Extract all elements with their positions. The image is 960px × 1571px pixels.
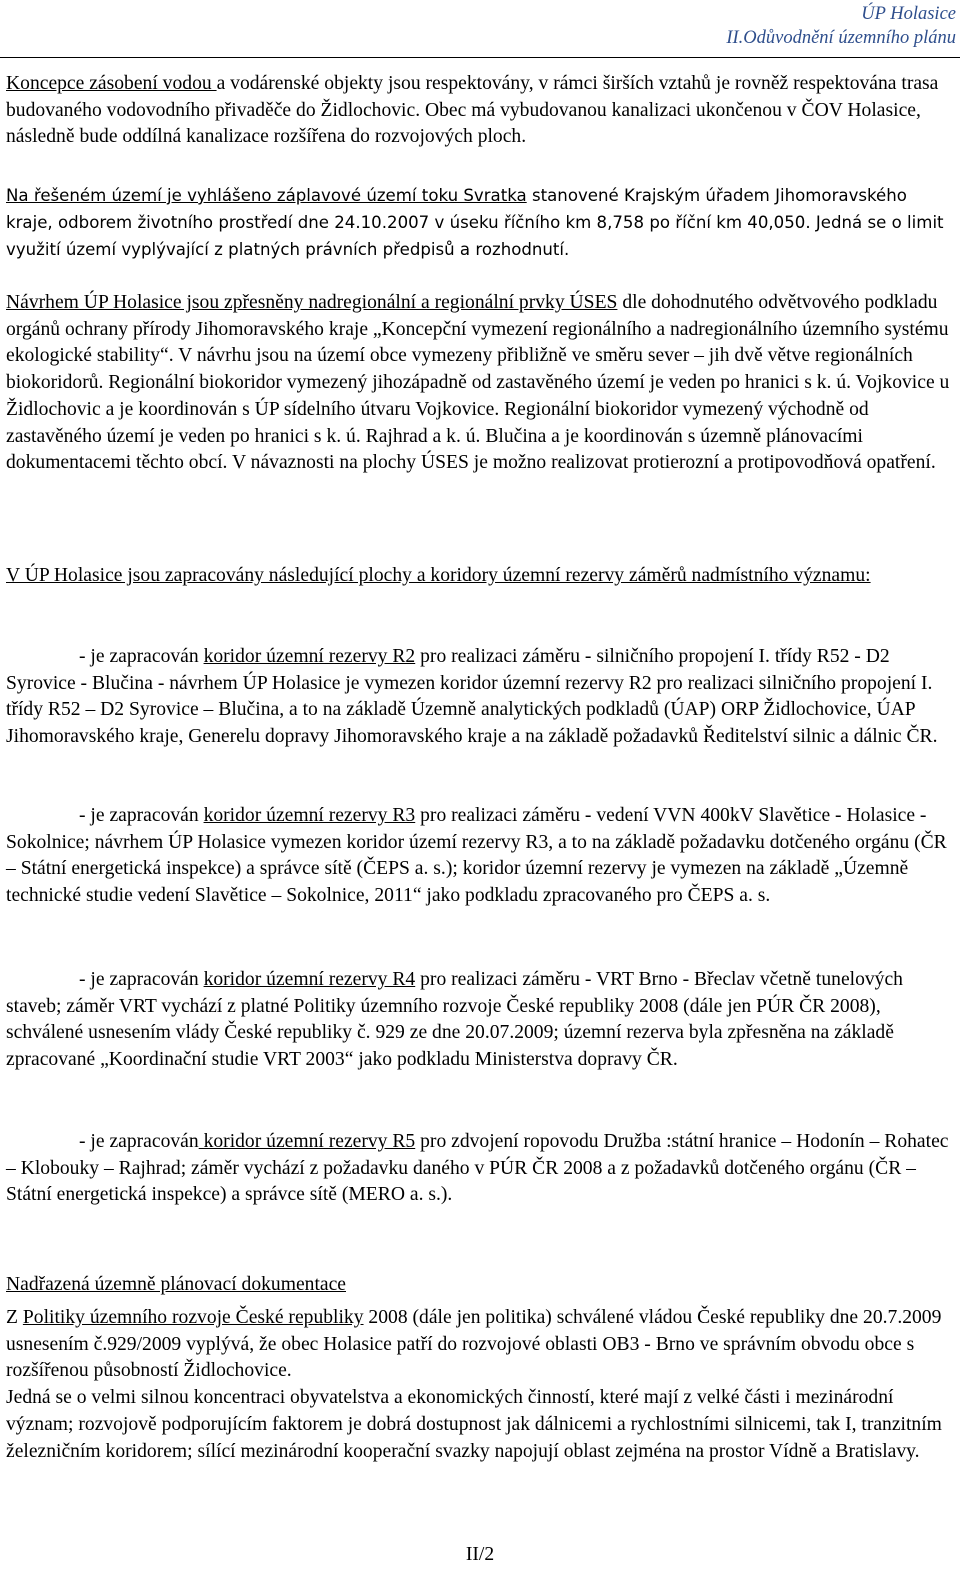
paragraph-corridor-r5 — [6, 1129, 956, 1209]
paragraph-water-supply — [6, 71, 956, 151]
uses-heading: Návrhem ÚP Holasice jsou zpřesněny nadregionální a regionální prvky ÚSES — [6, 292, 618, 313]
r4-text: pro realizaci záměru - VRT Brno - Břeclav včetně tunelových staveb; záměr VRT vychází z platné Politiky územního rozvoje České republiky 2008 (dále jen PÚR ČR 2008), schválené usnesením vlády České republiky č. 929 ze dne 20.07.2009; územní rezerva byla zpřesněna na základě zpracované „Koordinační studie VRT 2003“ jako podkladu Ministerstva dopravy ČR. — [6, 969, 903, 1071]
section-heading-reserves — [6, 563, 956, 590]
uses-text: dle dohodnutého odvětvového podkladu orgánů ochrany přírody Jihomoravského kraje „Koncepční vymezení regionálního a nadregionálního územního systému ekologické stability“. V návrhu jsou na území obce vymezeny přibližně ve směru sever – jih dvě větve regionálních biokoridorů. Regionální biokoridor vymezený jihozápadně od zastavěného území je veden po hranici s k. ú. Vojkovice u Židlochovic a je koordinován s ÚP sídelního útvaru Vojkovice. Regionální biokoridor vymezený východně od zastavěného území je veden po hranici s k. ú. Rajhrad a k. ú. Blučina a je koordinován s územně plánovacími dokumentacemi těchto obcí. V návaznosti na plochy ÚSES je možno realizovat protierozní a protipovodňová opatření. — [6, 292, 950, 474]
policy-title: Politiky územního rozvoje České republiky — [22, 1307, 364, 1328]
r4-prefix: - je zapracován — [79, 969, 204, 990]
paragraph-corridor-r3 — [6, 803, 956, 910]
page-number: II/2 — [465, 1544, 495, 1565]
paragraph-flood-zone — [6, 182, 956, 264]
paragraph-uses — [6, 290, 956, 477]
water-supply-heading: Koncepce zásobení vodou — [6, 73, 217, 94]
r2-prefix: - je zapracován — [79, 646, 204, 667]
r3-text: pro realizaci záměru - vedení VVN 400kV Slavětice - Holasice - Sokolnice; návrhem ÚP Holasice vymezen koridor území rezervy R3, a to na základě požadavku dotčeného orgánu (ČR – Státní energetická inspekce) a správce sítě (ČEPS a. s.); koridor územní rezervy je vymezen na základě „Územně technické studie vedení Slavětice – Sokolnice, 2011“ jako podkladu zpracovaného pro ČEPS a. s. — [6, 805, 947, 907]
r3-corridor-label: koridor územní rezervy R3 — [203, 805, 416, 826]
r5-text: pro zdvojení ropovodu Družba :státní hranice – Hodonín – Rohatec – Klobouky – Rajhrad; záměr vychází z požadavku daného v PÚR ČR 2008 a z požadavků dotčeného orgánu (ČR – Státní energetická inspekce) a správce sítě (MERO a. s.). — [6, 1131, 949, 1206]
flood-zone-text: stanovené Krajským úřadem Jihomoravského kraje, odborem životního prostředí dne 24.10.2007 v úseku říčního km 8,758 po říční km 40,050. Jedná se o limit využití území vyplývající z platných právních předpisů a rozhodnutí. — [6, 186, 944, 260]
policy-text: 2008 (dále jen politika) schválené vládou České republiky dne 20.7.2009 usnesením č.929/2009 vyplývá, že obec Holasice patří do rozvojové oblasti OB3 - Brno ve správním obvodu obce s rozšířenou působností Židlochovice. — [6, 1307, 942, 1382]
r4-corridor-label: koridor územní rezervy R4 — [203, 969, 416, 990]
policy-prefix: Z — [6, 1307, 23, 1328]
water-supply-text: a vodárenské objekty jsou respektovány, v rámci širších vztahů je rovněž respektována trasa budovaného vodovodního přivaděče do Židlochovic. Obec má vybudovanou kanalizaci ukončenou v ČOV Holasice, následně bude oddílná kanalizace rozšířena do rozvojových ploch. — [6, 73, 939, 148]
plan-docs-heading-text: Nadřazená územně plánovací dokumentace — [6, 1274, 346, 1295]
r2-corridor-label: koridor územní rezervy R2 — [203, 646, 416, 667]
header-subtitle: II.Odůvodnění územního plánu — [726, 28, 956, 48]
flood-zone-heading: Na řešeném území je vyhlášeno záplavové území toku Svratka — [6, 186, 527, 205]
paragraph-corridor-r2 — [6, 644, 956, 751]
page-header — [726, 2, 956, 50]
r3-prefix: - je zapracován — [79, 805, 204, 826]
r2-text: pro realizaci záměru - silničního propojení I. třídy R52 - D2 Syrovice - Blučina - návrhem ÚP Holasice je vymezen koridor územní rezervy R2 pro realizaci silničního propojení I. třídy R52 – D2 Syrovice – Blučina, a to na základě Územně analytických podkladů (ÚAP) ORP Židlochovice, ÚAP Jihomoravského kraje, Generelu dopravy Jihomoravského kraje a na základě požadavků Ředitelství silnic a dálnic ČR. — [6, 646, 938, 748]
r5-prefix: - je zapracován — [79, 1131, 199, 1152]
r5-corridor-label: koridor územní rezervy R5 — [198, 1131, 416, 1152]
header-divider — [0, 57, 960, 58]
header-title: ÚP Holasice — [861, 4, 956, 24]
policy-continuation: Jedná se o velmi silnou koncentraci obyvatelstva a ekonomických činností, které mají z velké části i mezinárodní význam; rozvojově podporujícím faktorem je dobrá dostupnost jak dálnicemi a rychlostními silnicemi, tak I, tranzitním železničním koridorem; sílící mezinárodní kooperační svazky napojují oblast zejména na prostor Vídně a Bratislavy. — [6, 1387, 942, 1462]
paragraph-corridor-r4 — [6, 967, 956, 1074]
section-heading-plan-docs — [6, 1272, 956, 1299]
reserves-heading-text: V ÚP Holasice jsou zapracovány následující plochy a koridory územní rezervy záměrů nadmístního významu: — [6, 565, 871, 586]
paragraph-policy — [6, 1305, 956, 1465]
